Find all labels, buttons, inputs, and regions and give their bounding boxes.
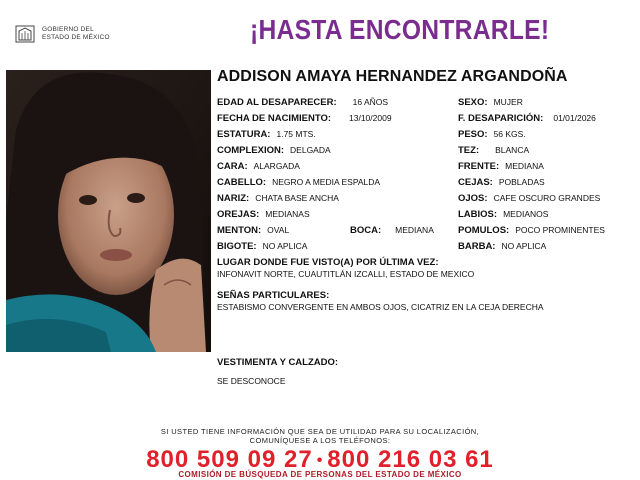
person-photo xyxy=(6,70,211,352)
lugar-text: INFONAVIT NORTE, CUAUTITLÁN IZCALLI, ESTADO DE MEXICO xyxy=(217,269,475,279)
field-tez xyxy=(458,145,529,156)
contact-note-line-1: SI USTED TIENE INFORMACIÓN QUE SEA DE UTILIDAD PARA SU LOCALIZACIÓN, xyxy=(160,427,480,436)
field-label: OJOS: xyxy=(458,193,488,204)
field-label: COMPLEXION: xyxy=(217,145,285,156)
portrait-image xyxy=(6,70,211,352)
field-label: CABELLO: xyxy=(217,177,267,188)
field-value: 16 AÑOS xyxy=(352,97,389,107)
field-value: OVAL xyxy=(267,225,290,235)
field-value: CAFE OSCURO GRANDES xyxy=(493,193,601,203)
field-peso xyxy=(458,129,526,140)
field-value: NEGRO A MEDIA ESPALDA xyxy=(272,177,381,187)
field-nacimiento xyxy=(217,113,392,124)
field-cara xyxy=(217,161,300,172)
field-frente xyxy=(458,161,544,172)
field-label: LABIOS: xyxy=(458,209,498,220)
field-value: MEDIANA xyxy=(505,161,544,171)
lugar-title: LUGAR DONDE FUE VISTO(A) POR ÚLTIMA VEZ: xyxy=(217,257,439,268)
field-cabello xyxy=(217,177,380,188)
field-label: MENTON: xyxy=(217,225,262,236)
field-labios xyxy=(458,209,548,220)
phone-separator: • xyxy=(316,451,324,469)
field-label: PESO: xyxy=(458,129,488,140)
field-value: 01/01/2026 xyxy=(553,113,596,123)
field-label: BOCA: xyxy=(350,225,382,236)
senas-text: ESTABISMO CONVERGENTE EN AMBOS OJOS, CICATRIZ EN LA CEJA DERECHA xyxy=(217,302,544,312)
field-value: 1.75 MTS. xyxy=(276,129,316,139)
field-value: NO APLICA xyxy=(262,241,308,251)
field-bigote xyxy=(217,241,307,252)
field-value: ALARGADA xyxy=(253,161,300,171)
field-sexo xyxy=(458,97,523,108)
vestimenta-title: VESTIMENTA Y CALZADO: xyxy=(217,357,339,368)
field-estatura xyxy=(217,129,316,140)
field-edad xyxy=(217,97,388,108)
field-orejas xyxy=(217,209,310,220)
field-pomulos xyxy=(458,225,605,236)
field-label: NARIZ: xyxy=(217,193,250,204)
field-value: BLANCA xyxy=(495,145,530,155)
field-label: FRENTE: xyxy=(458,161,500,172)
field-label: EDAD AL DESAPARECER: xyxy=(217,97,337,108)
field-label: CARA: xyxy=(217,161,248,172)
field-value: POBLADAS xyxy=(498,177,545,187)
field-label: SEXO: xyxy=(458,97,488,108)
field-ojos xyxy=(458,193,600,204)
field-value: DELGADA xyxy=(290,145,331,155)
field-label: CEJAS: xyxy=(458,177,493,188)
gov-line-2: ESTADO DE MÉXICO xyxy=(42,34,110,41)
field-value: 56 KGS. xyxy=(493,129,526,139)
field-value: MEDIANA xyxy=(395,225,434,235)
field-value: POCO PROMINENTES xyxy=(515,225,605,235)
field-value: NO APLICA xyxy=(501,241,547,251)
field-menton xyxy=(217,225,289,236)
gov-line-1: GOBIERNO DEL xyxy=(42,26,94,33)
field-label: TEZ: xyxy=(458,145,480,156)
phone-1[interactable]: 800 509 09 27 xyxy=(146,446,313,473)
field-desaparicion xyxy=(458,113,596,124)
commission-name: COMISIÓN DE BÚSQUEDA DE PERSONAS DEL ESTADO DE MÉXICO xyxy=(178,470,462,479)
field-value: MUJER xyxy=(493,97,523,107)
field-label: BARBA: xyxy=(458,241,496,252)
field-value: CHATA BASE ANCHA xyxy=(255,193,339,203)
field-complexion xyxy=(217,145,331,156)
phone-2[interactable]: 800 216 03 61 xyxy=(327,446,494,473)
field-label: POMULOS: xyxy=(458,225,510,236)
government-logo xyxy=(14,22,124,46)
field-label: FECHA DE NACIMIENTO: xyxy=(217,113,331,124)
field-cejas xyxy=(458,177,545,188)
field-nariz xyxy=(217,193,339,204)
headline: ¡HASTA ENCONTRARLE! xyxy=(250,14,550,45)
field-label: F. DESAPARICIÓN: xyxy=(458,113,544,124)
field-value: MEDIANAS xyxy=(265,209,310,219)
contact-note-line-2: COMUNÍQUESE A LOS TELÉFONOS: xyxy=(249,436,391,445)
field-value: MEDIANOS xyxy=(503,209,549,219)
field-value: 13/10/2009 xyxy=(349,113,392,123)
vestimenta-text: SE DESCONOCE xyxy=(217,376,286,386)
senas-title: SEÑAS PARTICULARES: xyxy=(217,290,330,301)
field-barba xyxy=(458,241,546,252)
coat-of-arms-icon xyxy=(14,23,36,45)
field-label: BIGOTE: xyxy=(217,241,257,252)
person-name: ADDISON AMAYA HERNANDEZ ARGANDOÑA xyxy=(217,68,568,85)
field-label: ESTATURA: xyxy=(217,129,271,140)
field-boca xyxy=(350,225,434,236)
field-label: OREJAS: xyxy=(217,209,260,220)
